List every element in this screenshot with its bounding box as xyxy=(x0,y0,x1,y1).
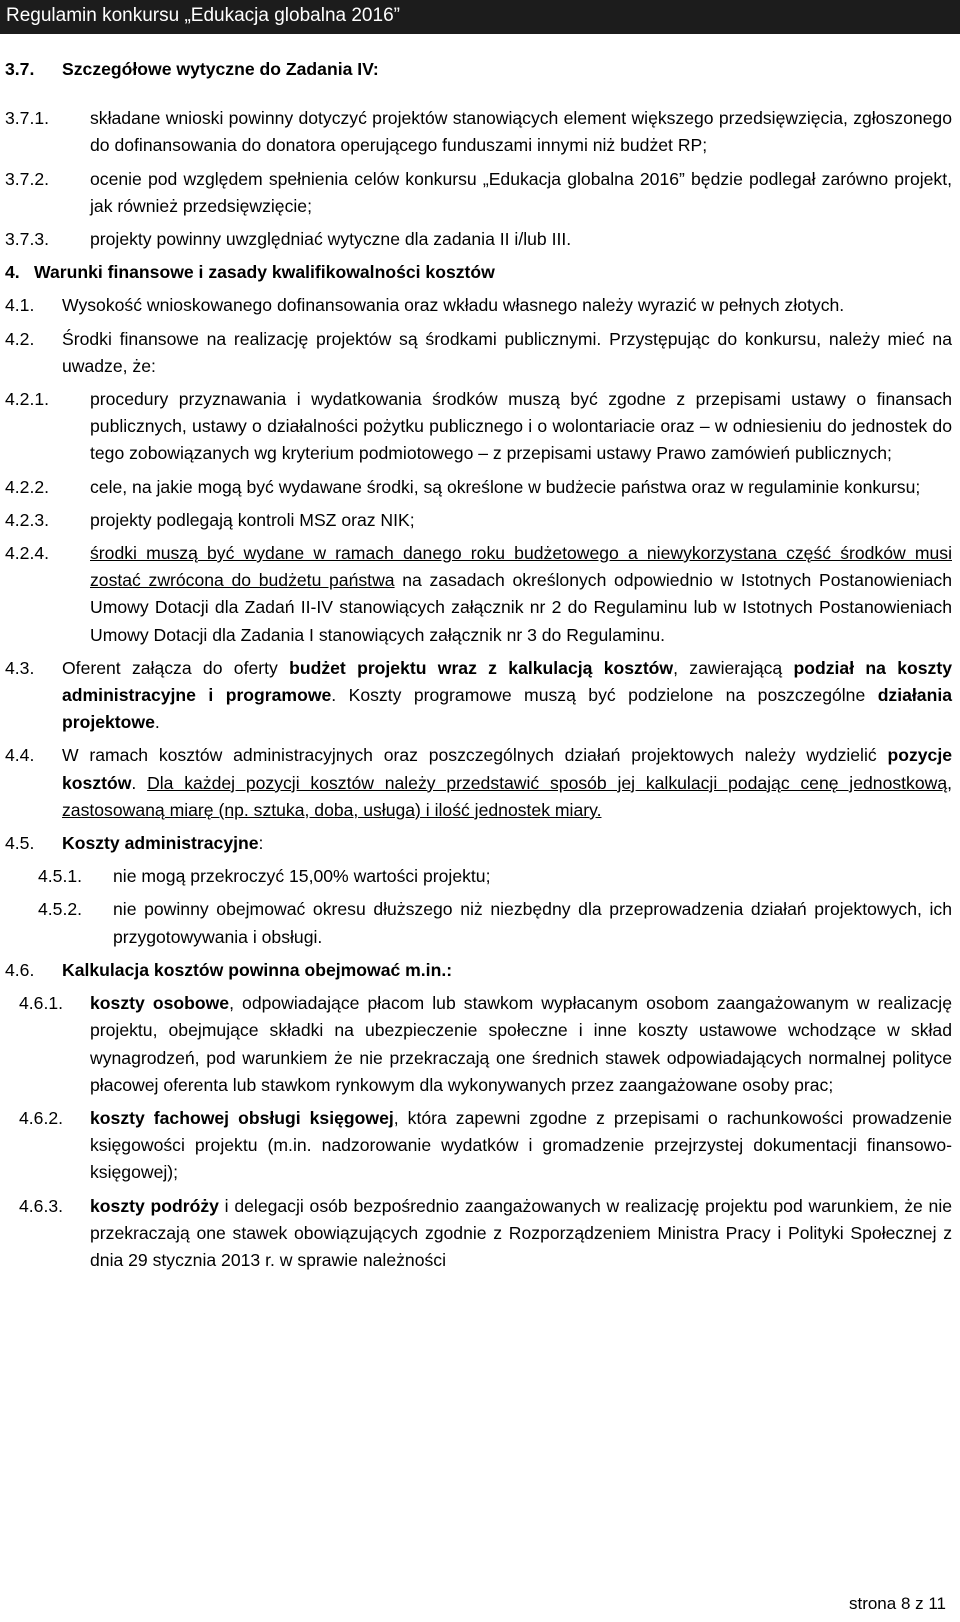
text-segment: i delegacji osób bezpośrednio zaangażowanych w realizację projektu pod warunkiem, że nie przekraczają one stawek obowiązujących zgodnie z Rozporządzeniem Ministra Pracy i Polityki Społecznej z dnia 29 stycznia 2013 r. w sprawie należności xyxy=(90,1195,953,1270)
item-text: Wysokość wnioskowanego dofinansowania oraz wkładu własnego należy wyrazić w pełnych złotych. xyxy=(62,295,845,316)
page-number: strona 8 z 11 xyxy=(848,1594,946,1613)
item-number: 4.2.1. xyxy=(5,389,50,410)
item-text: Środki finansowe na realizację projektów są środkami publicznymi. Przystępując do konkursu, należy mieć na uwadze, że: xyxy=(62,328,952,376)
item-4-6-2 xyxy=(0,1105,952,1187)
item-4-6-1 xyxy=(0,990,952,1099)
text-segment: . xyxy=(131,772,148,793)
bold-text: koszty osobowe xyxy=(90,993,230,1014)
item-text: cele, na jakie mogą być wydawane środki, są określone w budżecie państwa oraz w regulaminie konkursu; xyxy=(90,476,921,497)
item-number: 4.6.3. xyxy=(19,1195,64,1216)
section-3-7 xyxy=(0,56,952,83)
text-segment: , zawierającą xyxy=(673,657,794,678)
item-number: 3.7.3. xyxy=(5,229,50,250)
section-number: 4. xyxy=(5,262,20,283)
item-number: 4.2.3. xyxy=(5,509,50,530)
bold-text: podział na koszty administracyjne i programowe xyxy=(62,657,952,706)
text-segment: , która zapewni zgodne z przepisami o rachunkowości prowadzenie księgowości projektu (m.in. nadzorowanie wydatków i gromadzenie przejrzystej dokumentacji finansowo-księgowej); xyxy=(90,1107,952,1183)
item-text: procedury przyznawania i wydatkowania środków muszą być zgodne z przepisami ustawy o finansach publicznych, ustawy o działalności pożytku publicznego i o wolontariacie oraz – w odniesieniu do jednostek do tego zobowiązanych wg kryterium podmiotowego – z przepisami ustawy Prawo zamówień publicznych; xyxy=(90,389,952,464)
item-number: 3.7.2. xyxy=(5,168,50,189)
item-3-7-2 xyxy=(0,166,952,220)
item-number: 4.6.1. xyxy=(19,993,64,1014)
bold-text: koszty podróży xyxy=(90,1195,219,1216)
bold-text: budżet projektu wraz z kalkulacją kosztów xyxy=(289,657,674,678)
item-number: 4.1. xyxy=(5,295,35,316)
bold-text: pozycje kosztów xyxy=(62,745,952,793)
item-4-5-2 xyxy=(0,896,952,950)
document-header xyxy=(0,0,960,34)
item-title: Koszty administracyjne xyxy=(62,833,259,854)
item-4-3 xyxy=(0,655,952,737)
underlined-text: Dla każdej pozycji kosztów należy przedstawić sposób jej kalkulacji podając cenę jednostkową, zastosowaną miarę (np. sztuka, doba, usługa) i ilość jednostek miary. xyxy=(62,772,952,820)
section-title: Szczegółowe wytyczne do Zadania IV: xyxy=(62,59,379,79)
text-segment: W ramach kosztów administracyjnych oraz poszczególnych działań projektowych należy wydzielić xyxy=(62,745,888,766)
underlined-text: środki muszą być wydane w ramach danego roku budżetowego a niewykorzystana część środków musi zostać zwrócona do budżetu państwa xyxy=(90,543,952,591)
item-3-7-3 xyxy=(0,226,952,253)
text-segment: . Koszty programowe muszą być podzielone na poszczególne xyxy=(331,685,878,706)
item-text xyxy=(90,540,952,649)
item-number: 4.2.4. xyxy=(5,543,50,564)
item-number: 3.7.1. xyxy=(5,108,50,129)
bold-text: koszty fachowej obsługi księgowej xyxy=(90,1107,394,1128)
item-text: nie powinny obejmować okresu dłuższego niż niezbędny dla przeprowadzenia działań projektowych, ich przygotowywania i obsługi. xyxy=(113,899,952,947)
text-segment: , odpowiadające płacom lub stawkom wypłacanym osobom zaangażowanym w realizację projektu, obejmujące składki na ubezpieczenie społeczne i inne koszty ustawowe wchodzące w skład wynagrodzeń, pod warunkiem że nie przekraczają one średnich stawek odpowiadających normalnej polityce płacowej oferenta lub stawkom rynkowym dla wykonywanych przez zaangażowane osoby prac; xyxy=(90,993,952,1095)
item-text xyxy=(90,1105,952,1187)
item-4-2 xyxy=(0,326,952,380)
document-body xyxy=(0,56,952,1274)
item-4-5 xyxy=(0,830,952,857)
section-number: 3.7. xyxy=(5,59,35,79)
item-4-4 xyxy=(0,742,952,824)
item-4-2-4 xyxy=(0,540,952,649)
item-4-2-1 xyxy=(0,386,952,468)
item-number: 4.5.2. xyxy=(38,899,83,920)
item-text: ocenie pod względem spełnienia celów konkursu „Edukacja globalna 2016” będzie podlegał zarówno projekt, jak również przedsięwzięcie; xyxy=(90,168,952,216)
item-number: 4.5. xyxy=(5,833,35,854)
item-text: projekty podlegają kontroli MSZ oraz NIK; xyxy=(90,509,415,530)
section-title: Warunki finansowe i zasady kwalifikowalności kosztów xyxy=(34,262,495,283)
item-number: 4.6. xyxy=(5,959,35,980)
section-4 xyxy=(0,259,952,286)
item-text xyxy=(90,1193,952,1275)
text-segment: : xyxy=(258,833,264,854)
item-4-1 xyxy=(0,292,952,319)
item-number: 4.2. xyxy=(5,328,35,349)
item-title: Kalkulacja kosztów powinna obejmować m.in.: xyxy=(62,959,453,980)
item-text: składane wnioski powinny dotyczyć projektów stanowiących element większego przedsięwzięcia, zgłoszonego do dofinansowania do donatora operującego funduszami innymi niż budżet RP; xyxy=(90,108,952,156)
item-4-2-3 xyxy=(0,507,952,534)
item-4-6-3 xyxy=(0,1193,952,1275)
text-segment: na zasadach określonych odpowiednio w Istotnych Postanowieniach Umowy Dotacji dla Zadań II-IV stanowiących załącznik nr 2 do Regulaminu lub w Istotnych Postanowieniach Umowy Dotacji dla Zadania I stanowiących załącznik nr 3 do Regulaminu. xyxy=(90,570,952,645)
item-text xyxy=(90,990,952,1099)
item-4-2-2 xyxy=(0,474,952,501)
item-text: nie mogą przekroczyć 15,00% wartości projektu; xyxy=(113,866,491,887)
bold-text: działania projektowe xyxy=(62,685,952,733)
item-number: 4.6.2. xyxy=(19,1107,64,1128)
item-text: projekty powinny uwzględniać wytyczne dla zadania II i/lub III. xyxy=(90,229,572,250)
item-number: 4.5.1. xyxy=(38,866,83,887)
item-number: 4.2.2. xyxy=(5,476,50,497)
item-3-7-1 xyxy=(0,105,952,159)
item-4-5-1 xyxy=(0,863,952,890)
text-segment: . xyxy=(154,712,160,733)
text-segment: Oferent załącza do oferty xyxy=(62,657,290,678)
item-4-6 xyxy=(0,957,952,984)
item-text xyxy=(62,742,952,824)
item-number: 4.4. xyxy=(5,745,35,766)
item-number: 4.3. xyxy=(5,657,35,678)
document-title: Regulamin konkursu „Edukacja globalna 2016” xyxy=(6,5,400,26)
item-text xyxy=(62,655,952,737)
